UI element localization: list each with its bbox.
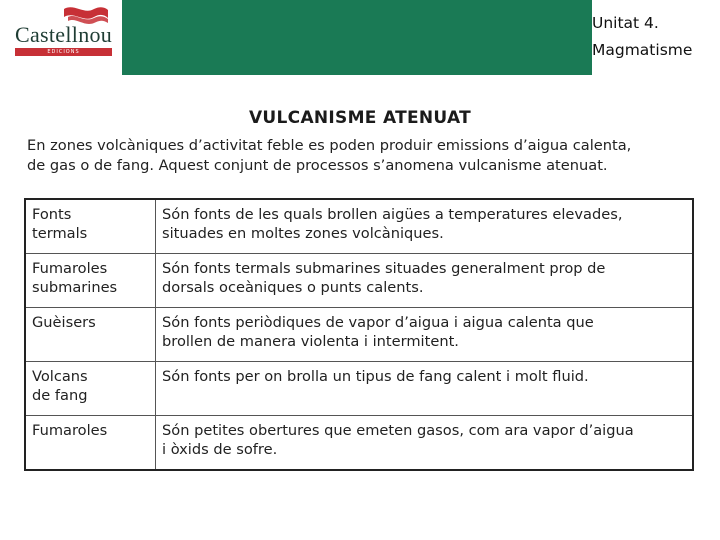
term-cell (25, 416, 156, 471)
term-line: Guèisers (32, 314, 96, 331)
description-cell (156, 416, 694, 471)
term-line: termals (32, 225, 88, 242)
description-line: Són fonts termals submarines situades generalment prop de (162, 260, 606, 277)
term-line: Fonts (32, 206, 72, 223)
description-line: dorsals oceàniques o punts calents. (162, 279, 424, 296)
description-cell (156, 362, 694, 416)
description-cell (156, 199, 694, 254)
description-line: brollen de manera violenta i intermitent. (162, 333, 459, 350)
term-cell (25, 199, 156, 254)
description-line: i òxids de sofre. (162, 441, 278, 458)
unit-title (592, 10, 720, 64)
description-line: Són fonts de les quals brollen aigües a temperatures elevades, (162, 206, 623, 223)
unit-number: Unitat 4. (592, 14, 659, 32)
intro-paragraph (27, 136, 697, 176)
page-title: VULCANISME ATENUAT (248, 108, 472, 128)
table-row (25, 254, 693, 308)
term-cell (25, 308, 156, 362)
brand-name: Castellnou (15, 22, 113, 47)
intro-line: de gas o de fang. Aquest conjunt de processos s’anomena vulcanisme atenuat. (27, 157, 608, 174)
table-row (25, 362, 693, 416)
brand-subtitle: EDICIONS (15, 48, 112, 56)
term-line: Fumaroles (32, 422, 108, 439)
term-line: Fumaroles (32, 260, 108, 277)
term-cell (25, 362, 156, 416)
description-cell (156, 254, 694, 308)
terms-table (24, 198, 694, 471)
description-line: Són fonts per on brolla un tipus de fang calent i molt fluid. (162, 368, 589, 385)
term-cell (25, 254, 156, 308)
table-row (25, 416, 693, 471)
table-row (25, 199, 693, 254)
publisher-logo (0, 0, 122, 75)
description-cell (156, 308, 694, 362)
table-row (25, 308, 693, 362)
description-line: Són petites obertures que emeten gasos, com ara vapor d’aigua (162, 422, 634, 439)
description-line: Són fonts periòdiques de vapor d’aigua i aigua calenta que (162, 314, 594, 331)
description-line: situades en moltes zones volcàniques. (162, 225, 444, 242)
term-line: de fang (32, 387, 88, 404)
intro-line: En zones volcàniques d’activitat feble es poden produir emissions d’aigua calenta, (27, 137, 632, 154)
term-line: Volcans (32, 368, 88, 385)
unit-name: Magmatisme (592, 41, 693, 59)
term-line: submarines (32, 279, 118, 296)
